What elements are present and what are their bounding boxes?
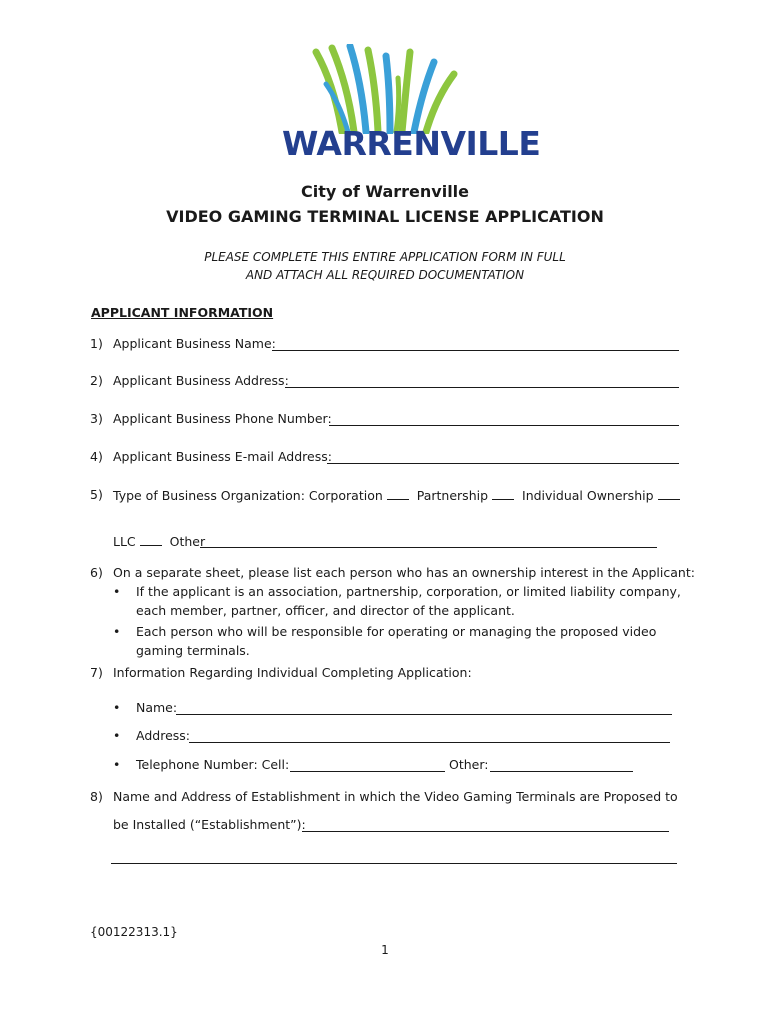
city-title: City of Warrenville: [300, 182, 470, 201]
instruction-line-2: AND ATTACH ALL REQUIRED DOCUMENTATION: [245, 268, 525, 282]
ownership-bullet-1-line-1: If the applicant is an association, partnership, corporation, or limited liability company,: [136, 584, 681, 599]
form-title: VIDEO GAMING TERMINAL LICENSE APPLICATION: [166, 207, 604, 226]
ownership-bullet-1-line-2: each member, partner, officer, and director of the applicant.: [136, 603, 515, 618]
business-phone-label: Applicant Business Phone Number:: [113, 411, 332, 426]
business-email-field[interactable]: [327, 449, 679, 464]
document-id: {00122313.1}: [90, 925, 178, 939]
ownership-instruction: On a separate sheet, please list each person who has an ownership interest in the Applicant:: [113, 565, 695, 580]
bullet-icon: •: [113, 700, 121, 715]
cell-phone-label: Telephone Number: Cell:: [136, 757, 290, 772]
llc-option-label: LLC: [113, 534, 136, 549]
item-number-6: 6): [90, 565, 103, 580]
individual-ownership-option-label: Individual Ownership: [522, 488, 654, 503]
corporation-option-label: Corporation: [308, 488, 383, 503]
other-option-label: Other: [169, 534, 206, 549]
cell-phone-field[interactable]: [290, 757, 445, 772]
individual-name-field[interactable]: [176, 700, 672, 715]
ownership-bullet-2: [136, 622, 656, 660]
instruction-line-1: PLEASE COMPLETE THIS ENTIRE APPLICATION FORM IN FULL: [204, 250, 566, 264]
individual-name-label: Name:: [136, 700, 178, 715]
item-number-2: 2): [90, 373, 103, 388]
organization-type-row-2: [113, 533, 205, 549]
item-number-1: 1): [90, 336, 103, 351]
item-number-8: 8): [90, 789, 103, 804]
business-name-label: Applicant Business Name:: [113, 336, 276, 351]
organization-type-row: [113, 487, 684, 503]
ownership-bullet-2-line-2: gaming terminals.: [136, 643, 250, 658]
establishment-label-line-1: Name and Address of Establishment in which the Video Gaming Terminals are Proposed to: [113, 789, 678, 804]
partnership-blank[interactable]: [492, 487, 514, 500]
other-phone-field[interactable]: [490, 757, 633, 772]
page-number: 1: [381, 943, 389, 957]
llc-blank[interactable]: [140, 533, 162, 546]
business-address-label: Applicant Business Address:: [113, 373, 289, 388]
establishment-field-line-2[interactable]: [111, 849, 677, 864]
other-phone-label: Other:: [449, 757, 489, 772]
bullet-icon: •: [113, 757, 121, 772]
individual-ownership-blank[interactable]: [658, 487, 680, 500]
bullet-icon: •: [113, 584, 121, 599]
bullet-icon: •: [113, 624, 121, 639]
partnership-option-label: Partnership: [416, 488, 489, 503]
organization-type-label: Type of Business Organization:: [113, 488, 305, 503]
business-address-field[interactable]: [285, 373, 679, 388]
warrenville-logo: [282, 44, 541, 164]
item-number-5: 5): [90, 487, 103, 502]
section-title: APPLICANT INFORMATION: [91, 305, 274, 320]
item-number-7: 7): [90, 665, 103, 680]
item-number-4: 4): [90, 449, 103, 464]
business-email-label: Applicant Business E-mail Address:: [113, 449, 332, 464]
corporation-blank[interactable]: [387, 487, 409, 500]
individual-info-label: Information Regarding Individual Completing Application:: [113, 665, 472, 680]
logo-wordmark: WARRENVILLE: [282, 124, 541, 163]
individual-address-label: Address:: [136, 728, 190, 743]
establishment-label-line-2: be Installed (“Establishment”):: [113, 817, 306, 832]
other-organization-field[interactable]: [200, 533, 657, 548]
business-name-field[interactable]: [272, 336, 679, 351]
establishment-field[interactable]: [302, 817, 669, 832]
ownership-bullet-2-line-1: Each person who will be responsible for operating or managing the proposed video: [136, 624, 657, 639]
individual-address-field[interactable]: [189, 728, 670, 743]
business-phone-field[interactable]: [329, 411, 679, 426]
ownership-bullet-1: [136, 582, 681, 620]
bullet-icon: •: [113, 728, 121, 743]
item-number-3: 3): [90, 411, 103, 426]
grass-logo-icon: [282, 44, 490, 134]
